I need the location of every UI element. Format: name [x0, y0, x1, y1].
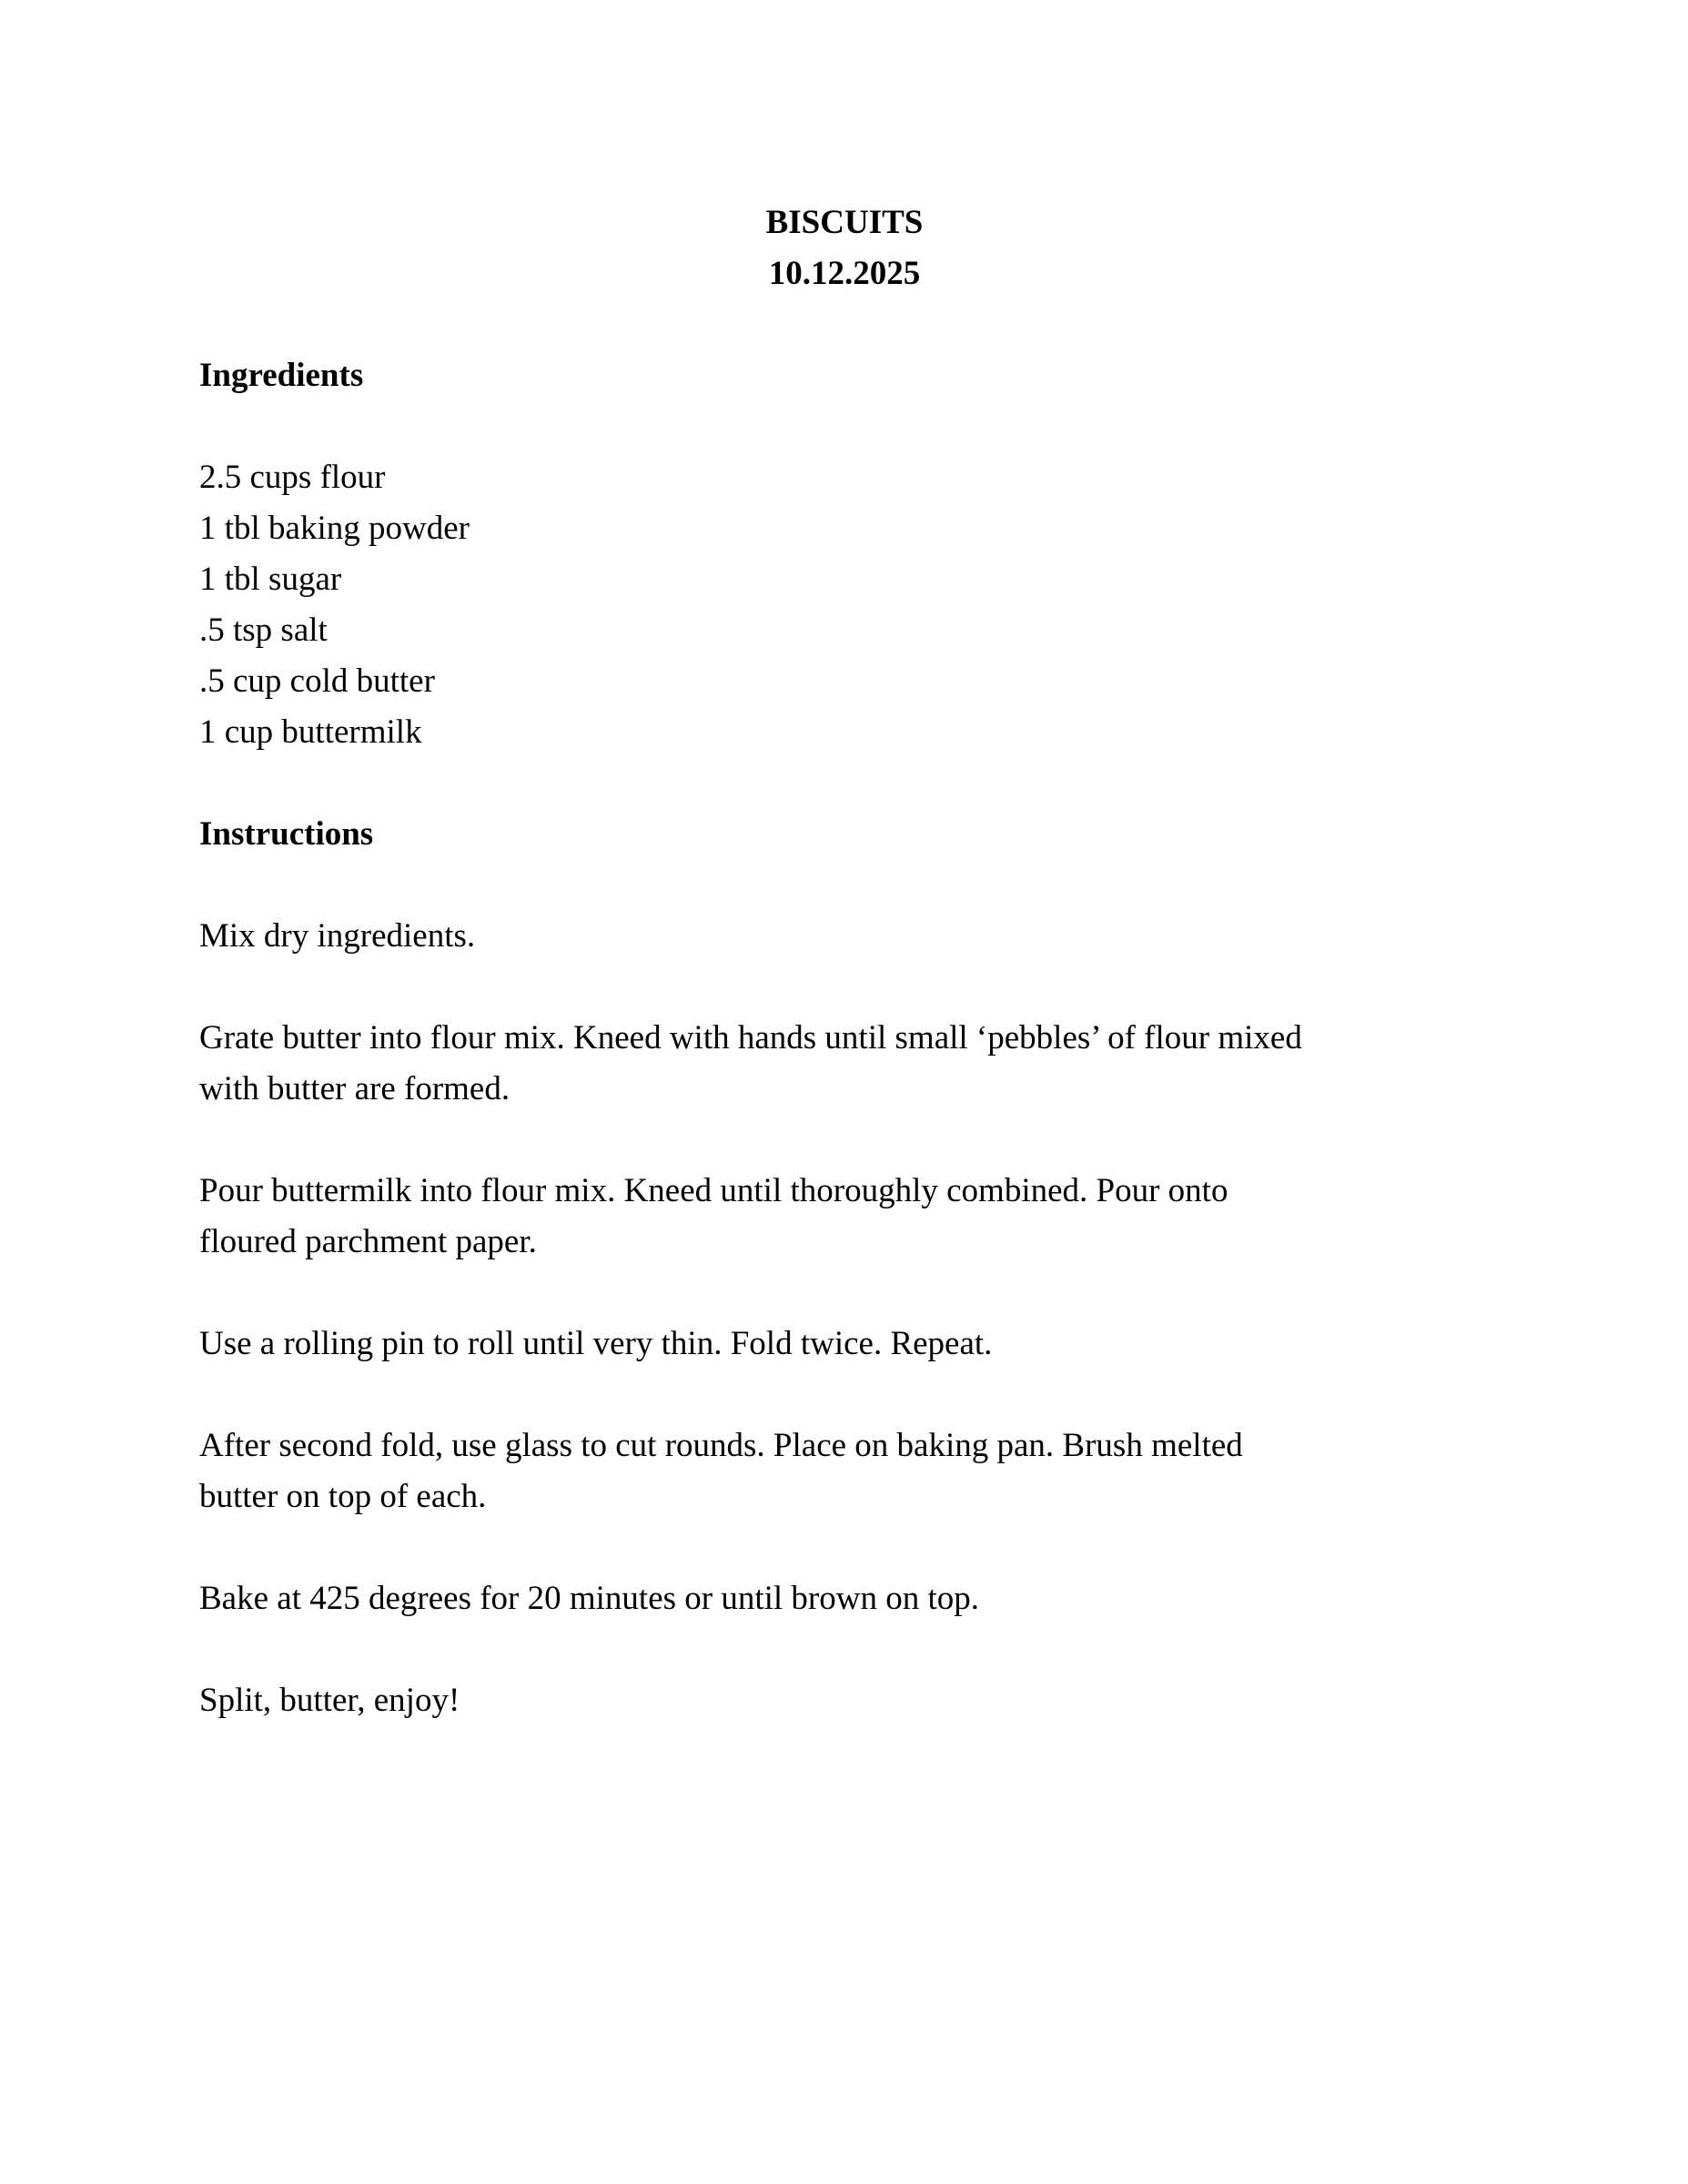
- instruction-line: Bake at 425 degrees for 20 minutes or until brown on top.: [199, 1580, 979, 1617]
- instruction-line: Grate butter into flour mix. Kneed with hands until small ‘pebbles’ of flour mixed: [199, 1019, 1302, 1057]
- instruction-step: [199, 1573, 1490, 1624]
- instruction-step: [199, 1166, 1490, 1268]
- recipe-date: 10.12.2025: [768, 255, 921, 292]
- instruction-line: Mix dry ingredients.: [199, 917, 476, 955]
- instruction-line: floured parchment paper.: [199, 1223, 537, 1260]
- ingredient-item: 1 cup buttermilk: [199, 713, 422, 751]
- ingredient-item: 2.5 cups flour: [199, 459, 386, 496]
- instruction-line: Pour buttermilk into flour mix. Kneed until thoroughly combined. Pour onto: [199, 1172, 1228, 1209]
- instructions-heading: Instructions: [199, 815, 374, 853]
- ingredient-item: .5 tsp salt: [199, 612, 328, 649]
- ingredient-item: 1 tbl baking powder: [199, 510, 470, 547]
- recipe-title: BISCUITS: [765, 204, 924, 241]
- instruction-step: [199, 911, 1490, 962]
- ingredients-list: [199, 452, 1490, 758]
- ingredient-item: .5 cup cold butter: [199, 662, 435, 700]
- instruction-line: Use a rolling pin to roll until very thin. Fold twice. Repeat.: [199, 1325, 993, 1362]
- instruction-line: Split, butter, enjoy!: [199, 1682, 460, 1719]
- instruction-step: [199, 1675, 1490, 1726]
- instruction-line: with butter are formed.: [199, 1070, 510, 1107]
- instruction-line: After second fold, use glass to cut rounds. Place on baking pan. Brush melted: [199, 1427, 1243, 1464]
- ingredients-heading: Ingredients: [199, 357, 364, 394]
- instruction-step: [199, 1013, 1490, 1115]
- instruction-line: butter on top of each.: [199, 1478, 487, 1515]
- recipe-document: [199, 197, 1490, 1726]
- instruction-step: [199, 1319, 1490, 1370]
- instruction-step: [199, 1421, 1490, 1522]
- ingredient-item: 1 tbl sugar: [199, 561, 342, 598]
